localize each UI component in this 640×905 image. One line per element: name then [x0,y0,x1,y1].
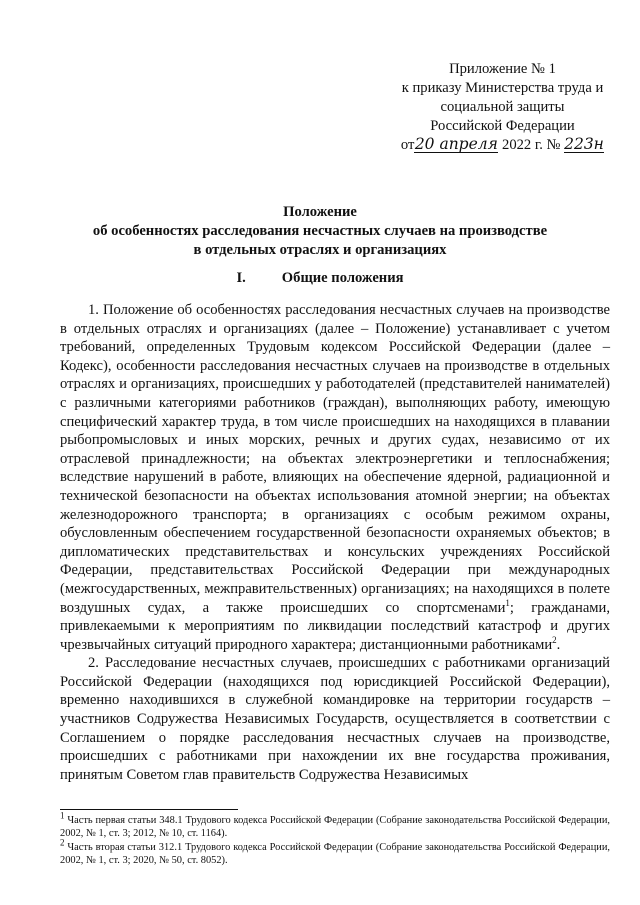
paragraph-1-end: . [556,636,561,653]
paragraph-2: 2. Расследование несчастных случаев, происшедших с работниками организаций Российской Федерации (находящихся под юрисдикцией Российской Федерации), временно находившихся в служебной командировке на территории государств – участников Содружества Независимых Государств, осуществляется в соответствии с Соглашением о порядке расследования несчастных случаев на производстве, происшедших с работниками при нахождении их вне государства проживания, принятым Советом глав правительств Содружества Независимых [60,655,610,783]
footnote-1 [60,810,610,840]
section-heading [60,270,580,287]
paragraph-1-text-cont: ; гражданами, привлекаемыми к мероприятиям по ликвидации последствий катастроф и других чрезвычайных ситуаций природного характера; дистанционными работниками [60,599,610,653]
footnote-1-mark: 1 [60,810,65,821]
footnote-2-mark: 2 [60,837,65,848]
appendix-title: Приложение № 1 [449,61,556,77]
date-prefix: от [400,137,415,153]
document-body [60,301,610,784]
handwritten-date: 20 апреля [414,135,498,153]
footnote-1-text: Часть первая статьи 348.1 Трудового кодекса Российской Федерации (Собрание законодательства Российской Федерации, 2002, № 1, ст. 3; 2012, № 10, ст. 1164). [60,815,610,839]
footnote-2-text: Часть вторая статьи 312.1 Трудового кодекса Российской Федерации (Собрание законодательства Российской Федерации, 2002, № 1, ст. 3; 2020, № 50, ст. 8052). [60,842,610,866]
section-number: I. [236,270,246,286]
title-line-1: Положение [283,204,357,220]
appendix-order-line: к приказу Министерства труда и [401,80,604,96]
appendix-country-line: Российской Федерации [430,118,575,134]
appendix-block [380,60,625,155]
year-text: 2022 г. № [502,137,561,153]
paragraph-1 [60,301,610,654]
footnotes [60,810,610,868]
appendix-date-line [380,136,625,155]
section-title: Общие положения [281,270,404,286]
paragraph-1-text: 1. Положение об особенностях расследования несчастных случаев на производстве в отдельных отраслях и организациях (далее – Положение) устанавливает с учетом требований, определенных Трудовым кодексом Российской Федерации (далее – Кодекс), особенности расследования несчастных случаев на производстве в отдельных отраслях и организациях, происшедших у работодателей (представителей нанимателей) с различными категориями работников (граждан), выполняющих работу, имеющую специфический характер труда, в том числе происшедших на находящихся в плавании рыбопромысловых и иных морских, речных и других судах, независимо от их отраслевой принадлежности; на объектах электроэнергетики и теплоснабжения; вследствие нарушений в работе, влияющих на обеспечение ядерной, радиационной и технической безопасности на объектах использования атомной энергии; на объектах железнодорожного транспорта; в организациях с особым режимом охраны, обусловленным обеспечением государственной безопасности охраняемых объектов; в дипломатических представительствах и консульских учреждениях Российской Федерации, представительствах Российской Федерации при международных (межгосударственных, межправительственных) организациях; на находящихся в полете воздушных судах, а также происшедших со спортсменами [60,302,610,616]
footnote-divider [60,809,238,810]
title-line-3: в отдельных отраслях и организациях [193,242,447,258]
appendix-ministry-line: социальной защиты [440,99,565,115]
footnote-ref-1: 1 [505,597,510,608]
footnote-ref-2: 2 [552,634,557,645]
document-title [60,203,580,260]
title-line-2: об особенностях расследования несчастных случаев на производстве [92,223,548,239]
footnote-2 [60,837,610,867]
handwritten-order-number: 223н [564,135,604,153]
